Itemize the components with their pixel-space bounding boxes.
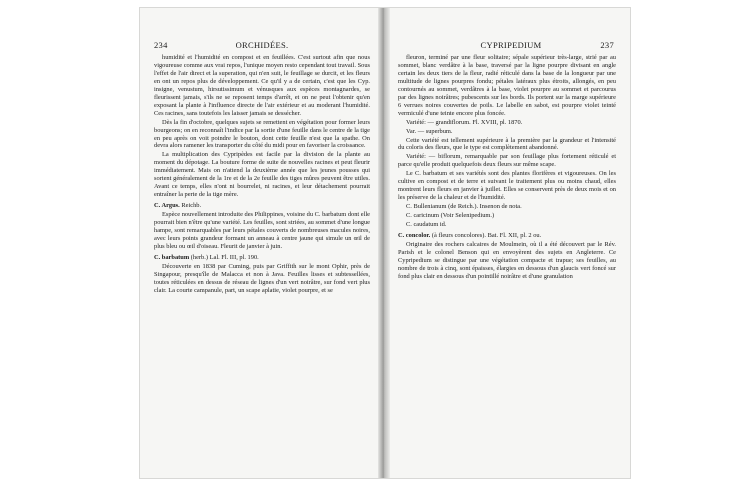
species-reference: C. caricinum (Voir Selenipedium.) [406,212,495,220]
left-page [140,8,380,478]
left-page-header [154,40,370,52]
species-description: Originaire des rochers calcaires de Moulmein, où il a été découvert par le Rév. Parish et le colonel Benson qui en envoyèrent des sujets en Angleterre. Ce Cypripedium se distingue par une végétation compacte et trapue; ses feuilles, au nombre de trois à cinq, sont épaisses, élargies en dessous d'un glaucis vert foncé sur fond plus clair en dessous d'un pointillé noirâtre et d'une granulation [398,240,616,280]
paragraph: fleuron, terminé par une fleur solitaire; sépale supérieur très-large, strié par au sommet, blanc verdâtre à la base, traversé par la ligne pourpre divisant en angle certain les deux tiers de la fleur, radié réticulé dans la base de la longueur par une multitude de lignes pourpres fondu; pétales latéraux plus étroits, allongés, en peu contournés au sommet, verdâtres à la base, violet pourpre au sommet et parcourus par des lignes noirâtres; pubescents sur les bords. Ils portent sur la marge supérieure 6 verrues noires couvertes de poils. Le labelle en sabot, est pourpre violet teinté vermiculé d'une teinte encore plus foncée. [398,54,616,117]
right-page-body [398,54,616,458]
species-description: Espèce nouvellement introduite des Philippines, voisine du C. barbatum dont elle pourrait bien n'être qu'une variété. Les feuilles, sont striées, au sommet d'une longue hampe, sont remarquables par leurs pétales couverts de nombreuses macules noires, avec leurs points grandeur formant un anneau à centre jaune qui simule un œil de plus bleu ou œil d'oiseau. Fleurit de janvier à juin. [154,211,371,250]
species-name: C. concolor. [398,232,431,240]
page-number: 234 [154,40,168,50]
species-heading [398,232,616,240]
running-head: ORCHIDÉES. [235,40,289,50]
paragraph: Dès la fin d'octobre, quelques sujets se remettent en végétation pour former leurs bourgeons; on en reconnaît l'indice par la sortie d'une feuille dans le centre de la tige en peu après on voit poindre le bouton, dont cette feuille n'est que la spathe. On devra alors ramener les transporter du côté du midi pour en favoriser la croissance. [154,118,371,150]
variety-label: Variété: — grandiflorum. Fl. XVIII, pl. 1870. [406,118,523,126]
species-description: Découverte en 1838 par Cuming, puis par Griffith sur le mont Ophir, près de Singapour, presqu'île de Malacca et non à Java. Feuilles lisses et subtessellées, toutes réticulées en dessus de réseau de lignes d'un vert noirâtre, sur fond vert plus clair. La courte campanule, part, un scape aplatie, violet pourpre, et se [154,262,370,294]
paragraph: Le C. barbatum et ses variétés sont des plantes florifères et vigoureuses. On les cultive en compost et de terre et suivant le traitement plus ou moins chaud, elles montrent leurs fleurs en janvier à juillet. Elles se conservent près de deux mois et on les préserve de la chaleur et de l'humidité. [398,170,616,202]
right-page-header [402,40,620,52]
paragraph: La multiplication des Cypripèdes est facile par la division de la plante au moment du dépotage. La bouture forme de suite de nouvelles racines et peut fleurir immédiatement. Mais on n'attend la deuxième année que les jeunes pousses qui sortent généralement de la 1re et de la 2e feuille des tiges mûres peuvent être utiles. Avant ce temps, elles n'ont ni bourrelet, ni racines, et leur détachement pourrait entraîner la perte de la tige mère. [154,151,370,199]
species-name: C. barbatum [154,253,190,261]
left-page-body [154,54,370,458]
species-heading [154,254,370,262]
species-author: (à fleurs concolores). Bat. Fl. XII, pl. 2 ou. [431,232,542,240]
species-entry [154,254,370,295]
species-reference: C. Bullenianum (de Reich.). Insenon de nota. [406,203,522,211]
running-head: CYPRIPEDIUM [480,40,542,50]
paragraph: humidité et l'humidité en compost et en feuillées. C'est surtout afin que nous vigoureuse comme aux vrai repos, l'unique moyen resto cependant tout travail. Sous l'effet de l'air direct et la superation, qui n'en suit, le feuillage se durcit, et les fleurs en ont un repos plus de développement. Ce qu'il y a de certain, c'est que les Cyp. insigne, venustum, hirsutissimum et vénusques aux espèces montagnardes, se fleurissent jamais, s'ils ne se reposent temps d'arrêt, et on ne peut l'obtenir qu'en exposant la plante à l'influence directe de l'air extérieur et au moderant l'humidité. Ces racines, sans toutefois les laisser jamais se dessécher. [154,54,370,117]
species-heading [154,202,370,210]
species-reference: C. caudatum id. [406,221,447,229]
species-entry [398,232,616,281]
paragraph: Cette variété est tellement supérieure à la première par la grandeur et l'intensité du coloris des fleurs, que le type est complètement abandonné. [398,136,616,152]
species-name: C. Argus. [154,202,180,210]
page-number: 237 [600,40,614,50]
paragraph: Variété: — biflorum, remarquable par son feuillage plus fortement réticulé et parce qu'elle produit quelquefois deux fleurs sur même scape. [398,153,616,169]
species-author: Reichb. [181,202,202,210]
book-spread [140,8,630,478]
species-author: (herb.) Lal. Fl. III, pl. 190. [190,253,259,261]
species-entry [154,202,370,251]
variety-label: Var. — superbum. [406,127,453,135]
right-page [388,8,630,478]
